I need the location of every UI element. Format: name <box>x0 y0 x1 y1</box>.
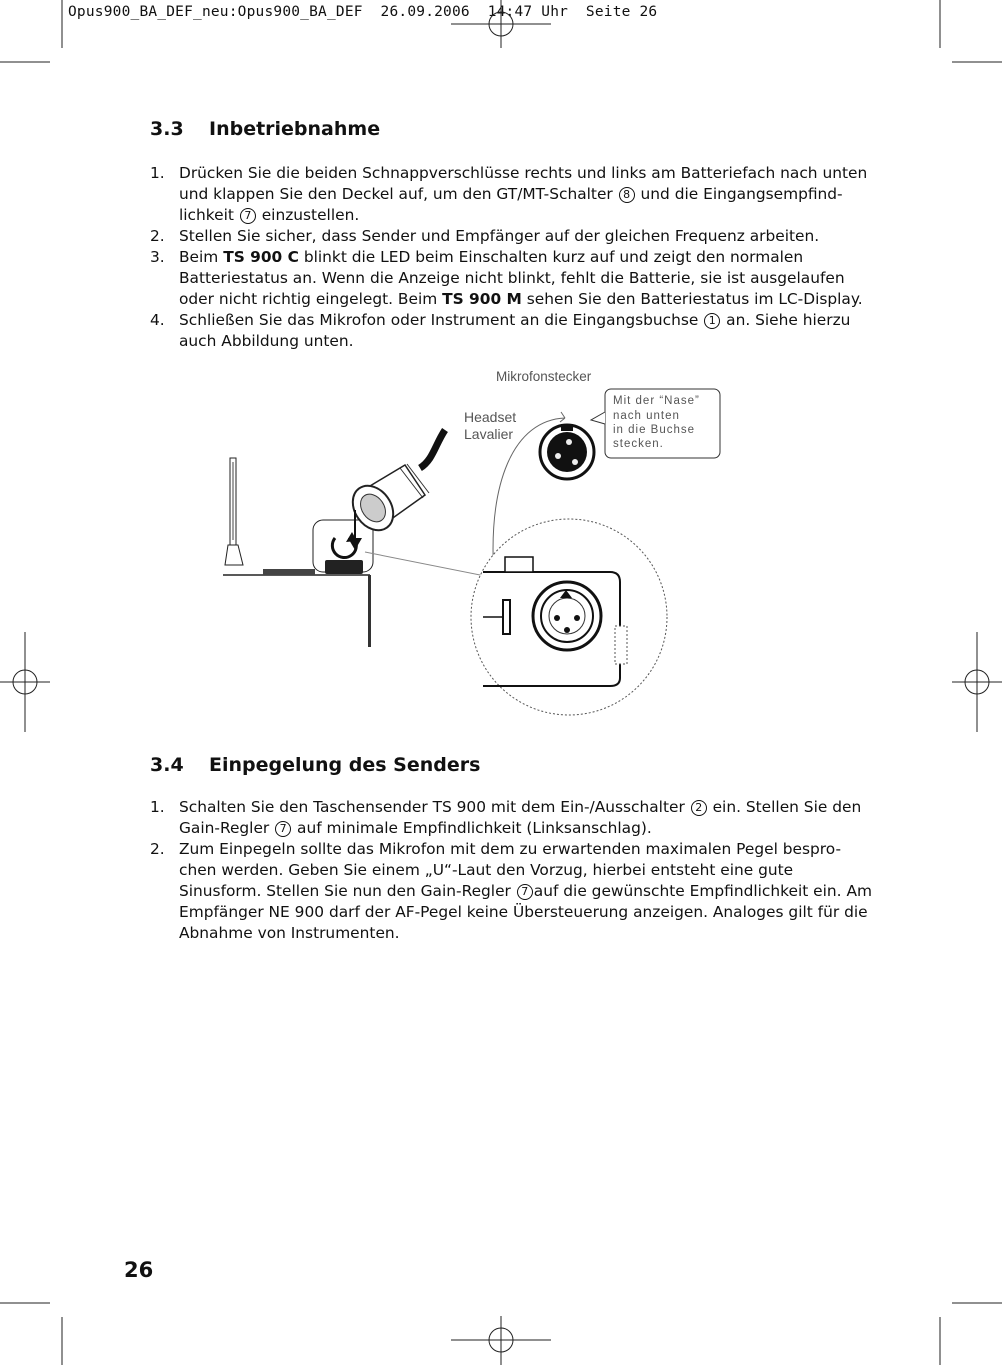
list-item: 1. Schalten Sie den Taschensender TS 900 mit dem Ein-/Ausschalter 2 ein. Stellen Sie den Gain-Regler 7 auf minimale Empfindlichkeit (Linksanschlag). <box>150 798 862 837</box>
page-number: 26 <box>124 1258 154 1282</box>
callout-number: 7 <box>240 208 256 224</box>
list-item: 2. Stellen Sie sicher, dass Sender und Empfänger auf der gleichen Frequenz arbeiten. <box>150 227 820 245</box>
zoomed-socket-view <box>471 519 667 715</box>
list-item: 4. Schließen Sie das Mikrofon oder Instrument an die Eingangsbuchse 1 an. Siehe hierzu auch Abbildung unten. <box>150 311 851 350</box>
callout-box <box>591 389 720 458</box>
section-number: 3.4 <box>150 754 184 776</box>
print-slug-line: Opus900_BA_DEF_neu:Opus900_BA_DEF 26.09.2006 14:47 Uhr Seite 26 <box>68 4 658 20</box>
plug-label: Mikrofonstecker <box>496 369 592 384</box>
xlr-plug-face <box>540 424 594 479</box>
section-number: 3.3 <box>150 118 184 140</box>
callout-number: 1 <box>704 313 720 329</box>
list-item: 1. Drücken Sie die beiden Schnappverschlüsse rechts und links am Batteriefach nach unten und klappen Sie den Deckel auf, um den GT/MT-Schalter 8 und die Eingangsempfind-lichkeit 7 einzustellen. <box>150 164 868 224</box>
level-adjustment-steps-list <box>150 797 875 944</box>
transmitter-top <box>223 560 371 647</box>
list-item: 2. Zum Einpegeln sollte das Mikrofon mit dem zu erwartenden maximalen Pegel bespro-chen werden. Geben Sie einem „U“-Laut den Vorzug, hierbei entsteht eine gute Sinusform. Stellen Sie nun den Gain-Regler 7 auf die gewünschte Empfindlichkeit ein. Am Empfänger NE 900 darf der AF-Pegel keine Übersteuerung anzeigen. Analoges gilt für die Abnahme von Instrumenten. <box>150 840 872 942</box>
microphone-plug <box>344 430 445 550</box>
svg-text:in die Buchse: in die Buchse <box>613 424 696 436</box>
antenna <box>225 458 243 565</box>
svg-text:stecken.: stecken. <box>613 438 664 450</box>
section-title: Inbetriebnahme <box>209 118 381 140</box>
callout-number: 7 <box>517 884 533 900</box>
setup-steps-list <box>150 163 875 352</box>
registration-mark-right <box>952 632 1002 732</box>
svg-text:Mit der “Nase”: Mit der “Nase” <box>613 395 700 407</box>
callout-number: 7 <box>275 821 291 837</box>
lavalier-label: Lavalier <box>464 426 514 442</box>
registration-mark-bottom <box>451 1316 551 1365</box>
callout-number: 2 <box>691 800 707 816</box>
section-heading-3-4 <box>150 754 480 776</box>
headset-label: Headset <box>464 409 517 425</box>
list-item: 3. Beim TS 900 C blinkt die LED beim Einschalten kurz auf und zeigt den normalen Batteriestatus an. Wenn die Anzeige nicht blinkt, fehlt die Batterie, sie ist ausgelaufen oder nicht richtig eingelegt. Beim TS 900 M sehen Sie den Batteriestatus im LC-Display. <box>150 248 863 308</box>
registration-mark-left <box>0 632 50 732</box>
section-heading-3-3 <box>150 118 380 140</box>
svg-text:nach unten: nach unten <box>613 410 680 422</box>
connection-diagram <box>215 360 735 720</box>
section-title: Einpegelung des Senders <box>209 754 481 776</box>
callout-number: 8 <box>619 187 635 203</box>
registration-mark-top <box>451 0 551 48</box>
